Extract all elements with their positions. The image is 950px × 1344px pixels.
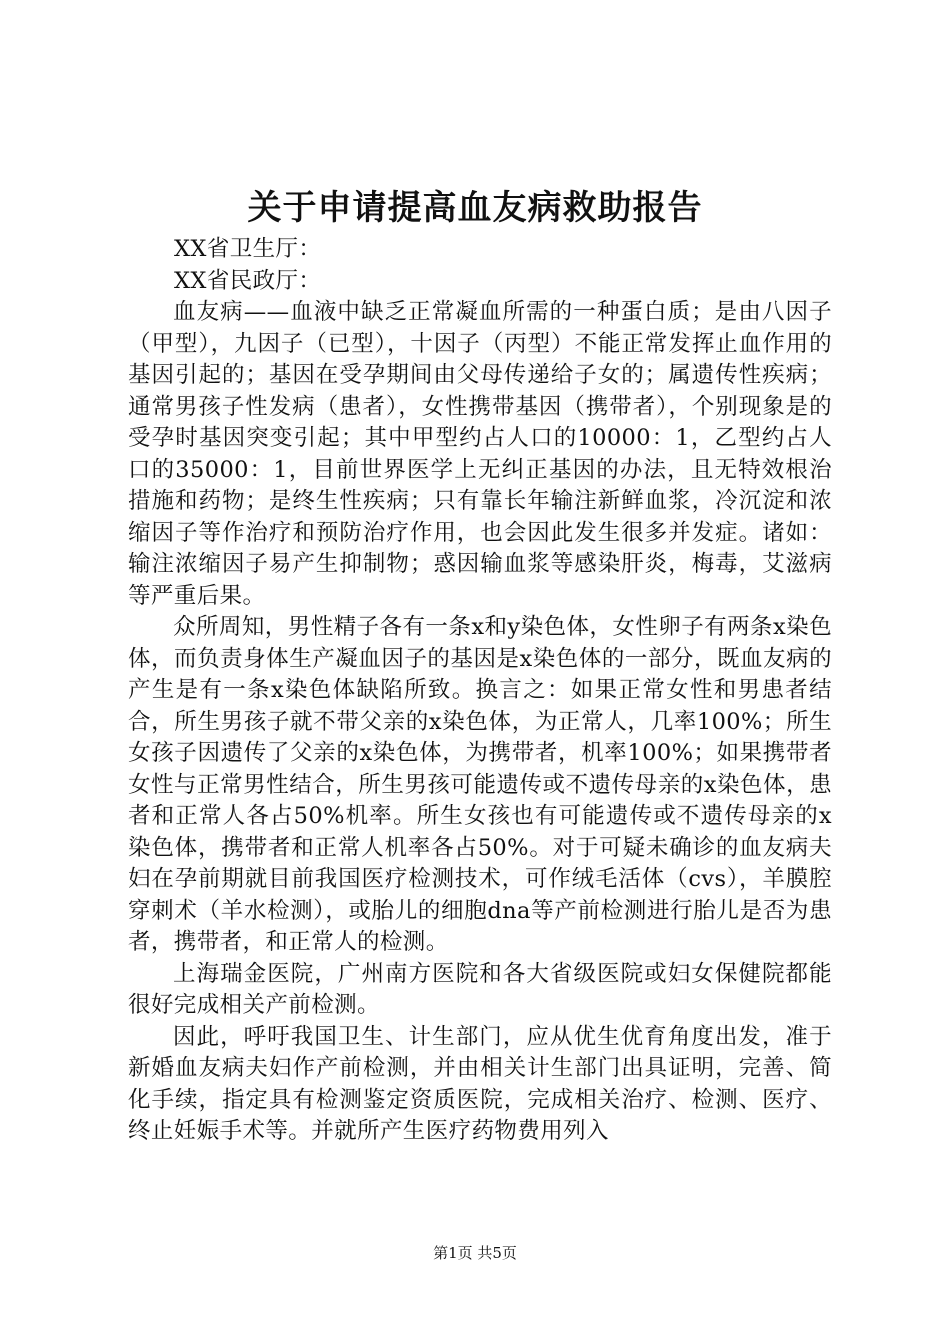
paragraph-genetics: 众所周知，男性精子各有一条x和y染色体，女性卵子有两条x染色体，而负责身体生产凝血因子的基因是x染色体的一部分，既血友病的产生是有一条x染色体缺陷所致。换言之：如果正常女性和男患者结合，所生男孩子就不带父亲的x染色体，为正常人，几率100%；所生女孩子因遗传了父亲的x染色体，为携带者，机率100%；如果携带者女性与正常男性结合，所生男孩可能遗传或不遗传母亲的x染色体，患者和正常人各占50%机率。所生女孩也有可能遗传或不遗传母亲的x染色体，携带者和正常人机率各占50%。对于可疑未确诊的血友病夫妇在孕前期就目前我国医疗检测技术，可作绒毛活体（cvs），羊膜腔穿刺术（羊水检测），或胎儿的细胞dna等产前检测进行胎儿是否为患者，携带者，和正常人的检测。 [128,614,832,955]
paragraph-hospitals: 上海瑞金医院，广州南方医院和各大省级医院或妇女保健院都能很好完成相关产前检测。 [128,960,832,1018]
document-body [128,234,832,1148]
document-title: 关于申请提高血友病救助报告 [247,188,703,228]
page-number-footer: 第1页 共5页 [433,1244,517,1262]
addressee-civil-affairs-dept: XX省民政厅： [174,267,322,294]
paragraph-appeal: 因此，呼吁我国卫生、计生部门，应从优生优育角度出发，准于新婚血友病夫妇作产前检测，并由相关计生部门出具证明，完善、简化手续，指定具有检测鉴定资质医院，完成相关治疗、检测、医疗、终止妊娠手术等。并就所产生医疗药物费用列入 [128,1023,832,1144]
paragraph-hemophilia-definition: 血友病——血液中缺乏正常凝血所需的一种蛋白质；是由八因子（甲型），九因子（已型），十因子（丙型）不能正常发挥止血作用的基因引起的；基因在受孕期间由父母传递给子女的；属遗传性疾病；通常男孩子性发病（患者），女性携带基因（携带者），个别现象是的受孕时基因突变引起；其中甲型约占人口的10000：1，乙型约占人口的35000：1，目前世界医学上无纠正基因的办法，且无特效根治措施和药物；是终生性疾病；只有靠长年输注新鲜血浆，冷沉淀和浓缩因子等作治疗和预防治疗作用，也会因此发生很多并发症。诸如：输注浓缩因子易产生抑制物；惑因输血浆等感染肝炎，梅毒，艾滋病等严重后果。 [128,299,832,609]
addressee-health-dept: XX省卫生厅： [174,236,322,262]
